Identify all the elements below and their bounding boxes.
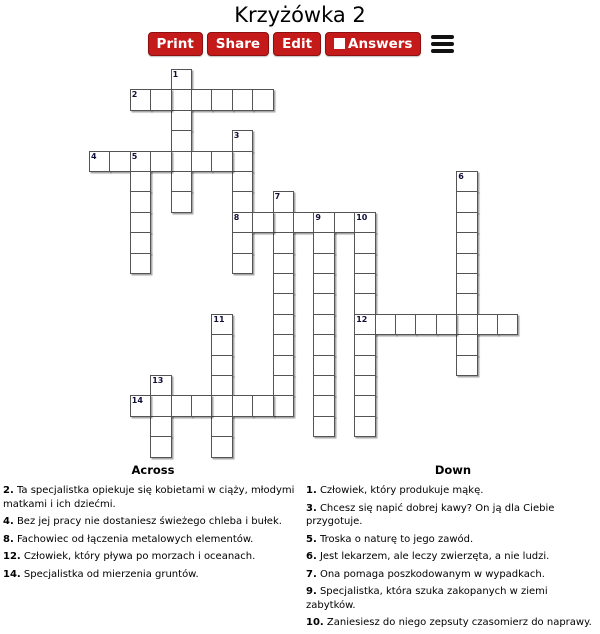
grid-cell[interactable] [456,212,477,233]
grid-cell[interactable] [354,395,375,416]
clue-item[interactable]: 5. Troska o naturę to jego zawód. [306,533,474,545]
grid-cell[interactable] [354,212,375,233]
grid-cell[interactable] [456,334,477,355]
clue-item[interactable]: 6. Jest lekarzem, ale leczy zwierzęta, a nie ludzi. [306,551,550,562]
grid-cell[interactable] [354,375,375,396]
clue-item[interactable]: 9. Specjalistka, która szuka zakopanych w ziemi zabytków. [306,586,548,611]
grid-cell[interactable] [171,110,192,131]
grid-cell[interactable] [252,395,273,416]
grid-cell[interactable] [211,416,232,437]
grid-cell[interactable] [456,273,477,294]
grid-cell[interactable] [313,355,334,376]
grid-cell[interactable] [232,151,253,172]
down-clue-list [306,484,600,630]
grid-cell[interactable] [211,89,232,110]
grid-cell[interactable] [273,232,294,253]
grid-cell[interactable] [354,293,375,314]
grid-cell[interactable] [273,273,294,294]
grid-cell[interactable] [130,395,151,416]
grid-cell[interactable] [273,355,294,376]
clue-item[interactable]: 2. Ta specjalistka opiekuje się kobietami w ciąży, młodymi matkami i ich dziećmi. [3,485,295,510]
grid-cell[interactable] [354,253,375,274]
grid-cell[interactable] [130,232,151,253]
cell-number: 7 [274,192,281,202]
grid-cell[interactable] [89,151,110,172]
grid-cell[interactable] [130,191,151,212]
grid-cell[interactable] [456,293,477,314]
answers-checkbox-icon [334,38,345,49]
grid-cell[interactable] [130,171,151,192]
grid-cell[interactable] [313,314,334,335]
grid-cell[interactable] [273,212,294,233]
across-clue-list [3,484,303,581]
hamburger-menu-icon[interactable] [431,35,454,53]
cell-number: 13 [152,376,164,385]
grid-cell[interactable] [232,253,253,274]
grid-cell[interactable] [171,151,192,172]
grid-cell[interactable] [456,232,477,253]
hamburger-bar [431,42,454,46]
grid-cell[interactable] [273,293,294,314]
grid-cell[interactable] [191,395,212,416]
grid-cell[interactable] [232,191,253,212]
grid-cell[interactable] [354,232,375,253]
grid-cell[interactable] [313,293,334,314]
grid-cell[interactable] [354,355,375,376]
grid-cell[interactable] [354,273,375,294]
grid-cell[interactable] [130,151,151,172]
clue-item[interactable]: 12. Człowiek, który pływa po morzach i oceanach. [3,551,256,562]
grid-cell[interactable] [211,334,232,355]
cell-number: 6 [458,172,464,181]
grid-cell[interactable] [436,314,457,335]
grid-cell[interactable] [171,130,192,151]
grid-cell[interactable] [171,191,192,212]
cell-number: 5 [131,151,138,161]
grid-cell[interactable] [211,375,232,396]
grid-cell[interactable] [232,130,253,151]
grid-cell[interactable] [354,334,375,355]
down-clues-column [303,460,600,634]
grid-cell[interactable] [191,89,212,110]
down-header: Down [434,463,472,477]
clue-item[interactable]: 1. Człowiek, który produkuje mąkę. [306,485,484,496]
grid-cell[interactable] [313,334,334,355]
grid-cell[interactable] [150,416,171,437]
grid-cell[interactable] [211,395,232,416]
grid-cell[interactable] [273,191,294,212]
grid-cell[interactable] [150,375,171,396]
grid-cell[interactable] [456,171,477,192]
grid-cell[interactable] [456,253,477,274]
answers-toggle-button[interactable] [325,32,421,56]
cell-number: 11 [213,314,225,324]
cell-number: 9 [315,212,321,222]
clue-item[interactable]: 14. Specjalistka od mierzenia gruntów. [3,568,199,580]
grid-cell[interactable] [313,416,334,437]
print-button[interactable]: Print [148,32,203,56]
cell-number: 12 [356,314,368,324]
cell-number: 2 [131,90,138,100]
grid-cell[interactable] [313,395,334,416]
grid-cell[interactable] [497,314,518,335]
grid-cell[interactable] [456,314,477,335]
grid-cell[interactable] [171,69,192,90]
cell-number: 4 [91,151,97,161]
grid-cell[interactable] [273,334,294,355]
hamburger-bar [431,35,454,39]
hamburger-bar [431,49,454,53]
grid-cell[interactable] [252,89,273,110]
grid-cell[interactable] [211,151,232,172]
grid-cell[interactable] [273,314,294,335]
grid-cell[interactable] [395,314,416,335]
grid-cell[interactable] [150,436,171,457]
grid-cell[interactable] [171,395,192,416]
grid-cell[interactable] [130,212,151,233]
clue-lists [0,460,600,634]
grid-cell[interactable] [354,416,375,437]
grid-cell[interactable] [232,232,253,253]
clue-item[interactable]: 7. Ona pomaga poszkodowanym w wypadkach. [306,568,545,580]
page-title: Krzyżówka 2 [234,3,366,27]
grid-cell[interactable] [171,171,192,192]
grid-cell[interactable] [293,212,314,233]
grid-cell[interactable] [273,375,294,396]
across-header: Across [131,463,175,477]
cell-number: 14 [131,396,143,406]
grid-cell[interactable] [150,395,171,416]
grid-cell[interactable] [334,212,355,233]
grid-cell[interactable] [456,191,477,212]
grid-cell[interactable] [313,232,334,253]
grid-cell[interactable] [313,375,334,396]
grid-cell[interactable] [232,171,253,192]
answers-button-label: Answers [348,36,413,52]
grid-cell[interactable] [130,253,151,274]
grid-cell[interactable] [354,314,375,335]
cell-number: 8 [233,212,240,222]
clue-item[interactable]: 3. Chcesz się napić dobrej kawy? On ją dla Ciebie przygotuje. [306,502,555,527]
grid-cell[interactable] [232,212,253,233]
clue-item[interactable]: 10. Zaniesiesz do niego zepsuty czasomierz do naprawy. [306,617,592,628]
grid-cell[interactable] [477,314,498,335]
cell-number: 3 [233,131,240,141]
share-button[interactable]: Share [207,32,269,56]
grid-cell[interactable] [130,89,151,110]
cell-number: 1 [172,70,179,79]
grid-cell[interactable] [211,355,232,376]
grid-cell[interactable] [150,151,171,172]
clue-item[interactable]: 8. Fachowiec od łączenia metalowych elementów. [3,533,254,545]
grid-cell[interactable] [252,212,273,233]
grid-cell[interactable] [232,89,253,110]
grid-cell[interactable] [211,314,232,335]
grid-cell[interactable] [171,89,192,110]
grid-cell[interactable] [456,355,477,376]
grid-cell[interactable] [109,151,130,172]
edit-button[interactable]: Edit [273,32,321,56]
grid-cell[interactable] [273,253,294,274]
grid-cell[interactable] [150,89,171,110]
grid-cell[interactable] [313,212,334,233]
grid-cell[interactable] [232,395,253,416]
toolbar [0,32,600,56]
grid-cell[interactable] [313,273,334,294]
across-clues-column [0,460,303,634]
grid-cell[interactable] [211,436,232,457]
grid-cell[interactable] [191,151,212,172]
grid-cell[interactable] [273,395,294,416]
grid-cell[interactable] [313,253,334,274]
grid-cell[interactable] [375,314,396,335]
cell-number: 10 [356,212,368,222]
grid-cell[interactable] [415,314,436,335]
clue-item[interactable]: 4. Bez jej pracy nie dostaniesz świeżego chleba i bułek. [3,516,282,527]
